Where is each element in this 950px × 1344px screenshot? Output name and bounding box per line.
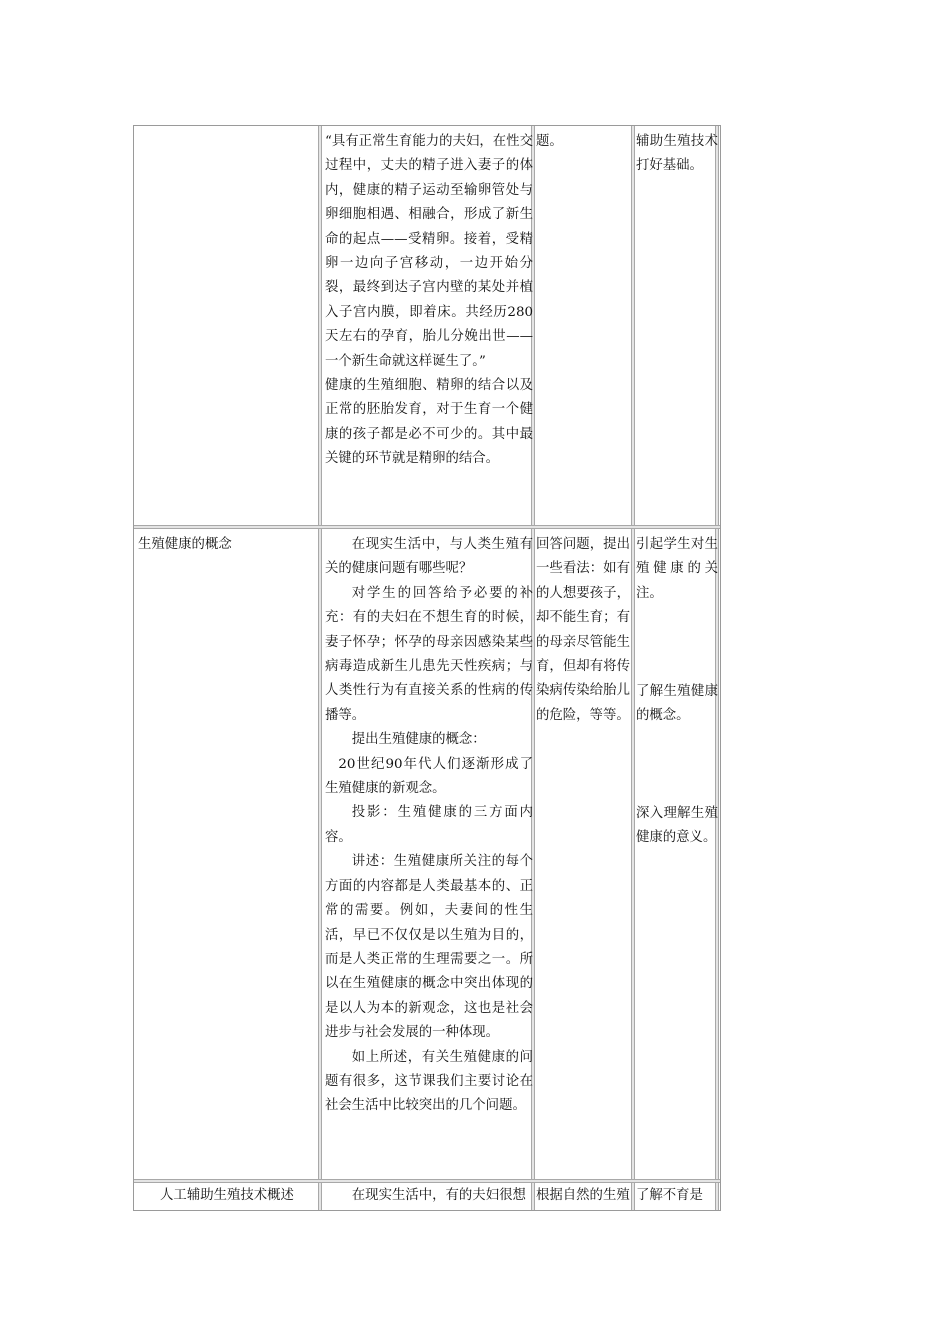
- row1-teacher-para-1: “具有正常生育能力的夫妇，在性交过程中，丈夫的精子进入妻子的体内，健康的精子运动至输卵管处与卵细胞相遇、相融合，形成了新生命的起点——受精卵。接着，受精卵一边向子宫移动，一边开始分裂，最终到达子宫内壁的某处并植入子宫内膜，即着床。共经历280天左右的孕育，胎儿分娩出世——一个新生命就这样诞生了。”: [325, 134, 533, 369]
- row1-intent-cell: [636, 130, 718, 179]
- row2-intent-cell-3: [636, 802, 718, 851]
- row-divider: [134, 525, 720, 529]
- row3-student-text: 根据自然的生殖: [536, 1188, 630, 1203]
- row2-teacher-para-2: 对学生的回答给予必要的补充：有的夫妇在不想生育的时候，妻子怀孕；怀孕的母亲因感染某些病毒造成新生儿患先天性疾病；与人类性行为有直接关系的性病的传播等。: [325, 585, 533, 723]
- row1-student-cell: [536, 130, 630, 154]
- column-divider: [631, 126, 635, 1210]
- row2-intent-cell-1: [636, 533, 718, 606]
- row2-teacher-para-1: 在现实生活中，与人类生殖有关的健康问题有哪些呢？: [325, 537, 533, 577]
- row3-teacher-para-1: 在现实生活中，有的夫妇很想: [351, 1188, 526, 1203]
- row1-student-text: 题。: [536, 134, 563, 149]
- row2-teacher-para-4: 20世纪90年代人们逐渐形成了生殖健康的新观念。: [325, 756, 533, 797]
- lesson-plan-table: [133, 125, 721, 1211]
- row3-topic: 人工辅助生殖技术概述: [160, 1188, 294, 1203]
- row1-intent-text: 辅助生殖技术打好基础。: [636, 134, 718, 174]
- row2-teacher-para-3: 提出生殖健康的概念：: [351, 732, 486, 748]
- row2-teacher-para-5: 投影：生殖健康的三方面内容。: [325, 805, 533, 845]
- row2-teacher-para-7: 如上所述，有关生殖健康的问题有很多，这节课我们主要讨论在社会生活中比较突出的几个问题。: [325, 1049, 533, 1114]
- row1-teacher-cell: [325, 130, 533, 524]
- row3-topic-cell: [138, 1184, 316, 1210]
- row3-intent-cell: [636, 1184, 718, 1210]
- row3-student-cell: [536, 1184, 630, 1210]
- row2-student-cell: [536, 533, 630, 728]
- row2-intent-1: 引起学生对生殖健康的关注。: [636, 537, 718, 601]
- row2-teacher-para-6: 讲述：生殖健康所关注的每个方面的内容都是人类最基本的、正常的需要。例如，夫妻间的性生活，早已不仅仅是以生殖为目的，而是人类正常的生理需要之一。所以在生殖健康的概念中突出体现的是以人为本的新观念，这也是社会进步与社会发展的一种体现。: [325, 854, 533, 1041]
- row2-intent-cell-2: [636, 680, 718, 729]
- row-divider: [134, 1179, 720, 1183]
- column-divider: [318, 126, 322, 1210]
- row2-topic: 生殖健康的概念: [138, 537, 232, 552]
- row2-intent-2: 了解生殖健康的概念。: [636, 684, 718, 724]
- row2-intent-3: 深入理解生殖健康的意义。: [636, 806, 718, 846]
- row2-topic-cell: [138, 533, 316, 557]
- row1-teacher-para-2: 健康的生殖细胞、精卵的结合以及正常的胚胎发育，对于生育一个健康的孩子都是必不可少的。其中最关键的环节就是精卵的结合。: [325, 378, 533, 467]
- row3-teacher-cell: [325, 1184, 533, 1210]
- column-divider: [715, 126, 719, 1210]
- row2-teacher-cell: [325, 533, 533, 1178]
- row2-student-text: 回答问题，提出一些看法：如有的人想要孩子，却不能生育；有的母亲尽管能生育，但却有将传染病传染给胎儿的危险，等等。: [536, 537, 630, 723]
- row3-intent-text: 了解不育是: [636, 1188, 703, 1203]
